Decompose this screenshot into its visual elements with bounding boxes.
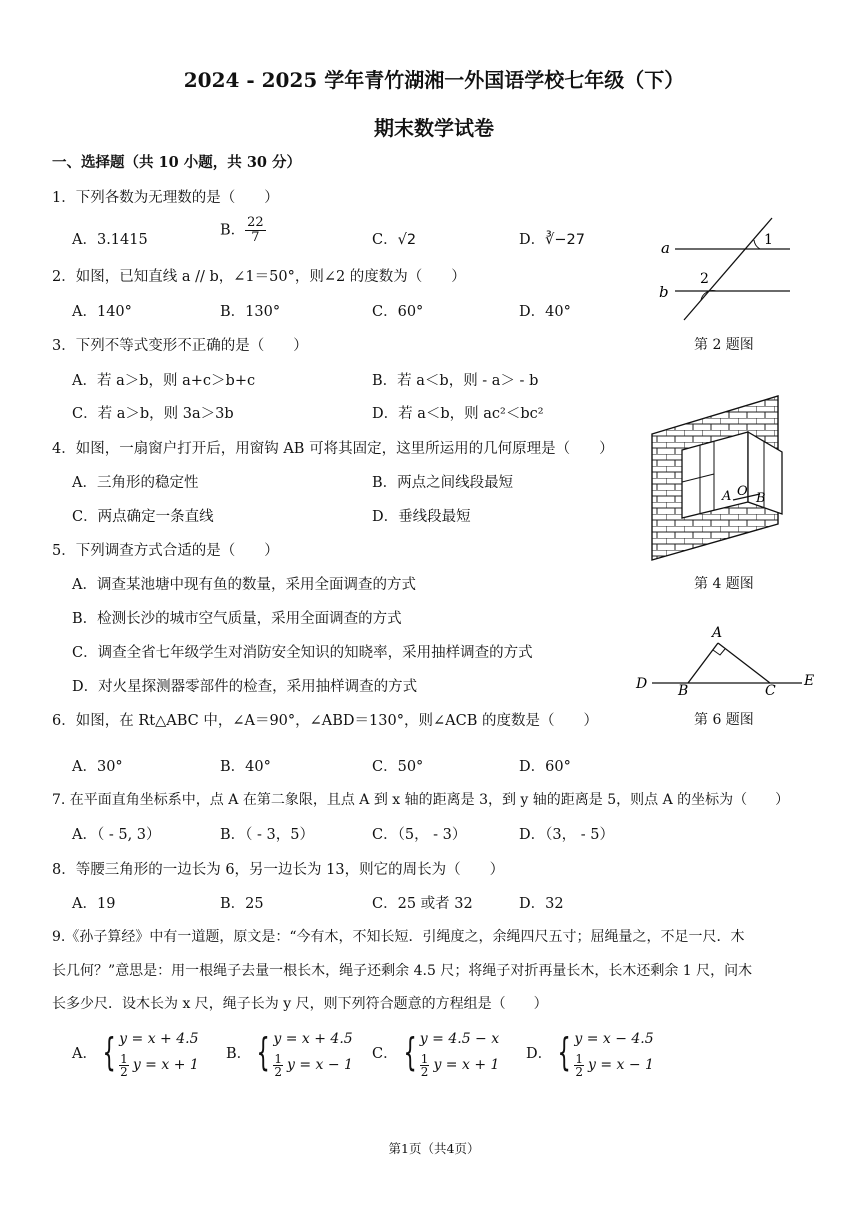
- segment-AC: [718, 643, 770, 683]
- q3-option-d: D．若 a＜b，则 ac²＜bc²: [372, 406, 544, 422]
- question-6: 6．如图，在 Rt△ABC 中，∠A＝90°，∠ABD＝130°，则∠ACB 的度数是（ ）: [52, 713, 598, 729]
- q6-option-c: C．50°: [372, 759, 424, 775]
- q1-option-d: D．∛−27: [519, 232, 585, 248]
- question-4: 4．如图，一扇窗户打开后，用窗钩 AB 可将其固定，这里所运用的几何原理是（ ）: [52, 441, 614, 457]
- q9-option-b: B． { y = x + 4.5 1 2 y = x − 1: [226, 1030, 353, 1079]
- label-E: E: [804, 673, 815, 689]
- figure-2-diagram: [650, 212, 800, 327]
- right-angle-mark: [713, 649, 725, 655]
- q6-option-d: D．60°: [519, 759, 571, 775]
- q9-option-a: A． { y = x + 4.5 1 2 y = x + 1: [72, 1030, 199, 1079]
- brace: {: [256, 1030, 270, 1074]
- q5-option-c: C．调查全省七年级学生对消防安全知识的知晓率，采用抽样调查的方式: [72, 645, 533, 661]
- q7-option-c: C．（5， - 3）: [372, 827, 467, 843]
- q7-option-a: A．（ - 5, 3）: [72, 827, 161, 843]
- label-C: C: [765, 683, 776, 698]
- label-O: O: [737, 484, 748, 499]
- question-8: 8．等腰三角形的一边长为 6，另一边长为 13，则它的周长为（ ）: [52, 862, 505, 878]
- q8-option-a: A．19: [72, 896, 116, 912]
- brace: {: [557, 1030, 571, 1074]
- label-2: 2: [700, 271, 709, 287]
- q8-option-b: B．25: [220, 896, 264, 912]
- q7-option-d: D．（3， - 5）: [519, 827, 614, 843]
- question-7: 7. 在平面直角坐标系中，点 A 在第二象限，且点 A 到 x 轴的距离是 3，到 y 轴的距离是 5，则点 A 的坐标为（ ）: [52, 792, 790, 808]
- q3-option-c: C．若 a＞b，则 3a＞3b: [72, 406, 234, 422]
- label-1: 1: [764, 232, 773, 248]
- question-9-line1: 9.《孙子算经》中有一道题，原文是：“今有木，不知长短．引绳度之，余绳四尺五寸；屈绳量之，不足一尺．木: [52, 929, 745, 945]
- q4-option-c: C．两点确定一条直线: [72, 509, 214, 525]
- figure-6-caption: 第 6 题图: [694, 712, 754, 728]
- label-D: D: [636, 676, 648, 692]
- question-9-line2: 长几何？”意思是：用一根绳子去量一根长木，绳子还剩余 4.5 尺；将绳子对折再量长木，长木还剩余 1 尺，问木: [52, 963, 753, 979]
- q3-option-a: A．若 a＞b，则 a+c＞b+c: [72, 373, 256, 389]
- question-1: 1．下列各数为无理数的是（ ）: [52, 190, 279, 206]
- q9-option-c: C． { y = 4.5 − x 1 2 y = x + 1: [372, 1030, 500, 1079]
- question-5: 5．下列调查方式合适的是（ ）: [52, 543, 279, 559]
- q3-option-b: B．若 a＜b，则 - a＞ - b: [372, 373, 539, 389]
- label-a: a: [661, 239, 670, 257]
- question-2: 2．如图，已知直线 a // b，∠1＝50°，则∠2 的度数为（ ）: [52, 269, 466, 285]
- section-heading: 一、选择题（共 10 小题，共 30 分）: [52, 154, 302, 171]
- q8-option-c: C．25 或者 32: [372, 896, 473, 912]
- angle-1-arc: [754, 240, 760, 249]
- question-9-line3: 长多少尺．设木长为 x 尺，绳子长为 y 尺，则下列符合题意的方程组是（ ）: [52, 996, 548, 1012]
- q4-option-d: D．垂线段最短: [372, 509, 471, 525]
- q6-option-b: B．40°: [220, 759, 271, 775]
- q5-option-b: B．检测长沙的城市空气质量，采用全面调查的方式: [72, 611, 402, 627]
- brace: {: [403, 1030, 417, 1074]
- page-number: 第1页（共4页）: [388, 1141, 480, 1156]
- transversal: [684, 218, 772, 320]
- figure-4-caption: 第 4 题图: [694, 576, 754, 592]
- q4-option-b: B．两点之间线段最短: [372, 475, 514, 491]
- q5-option-a: A．调查某池塘中现有鱼的数量，采用全面调查的方式: [72, 577, 416, 593]
- q1-option-a: A．3.1415: [72, 232, 148, 248]
- q1-option-c: C．√2: [372, 232, 417, 248]
- q1-option-b: B． $\frac{22}{7}$: [220, 215, 264, 245]
- exam-subtitle: 期末数学试卷: [374, 116, 494, 140]
- q5-option-d: D．对火星探测器零部件的检查，采用抽样调查的方式: [72, 679, 418, 695]
- figure-2-caption: 第 2 题图: [694, 337, 754, 353]
- exam-title: 2024 - 2025 学年青竹湖湘一外国语学校七年级（下）: [183, 68, 685, 92]
- fraction: $\frac{22}{7}$: [247, 215, 264, 245]
- segment-AB: [688, 643, 718, 683]
- figure-4-diagram: [648, 394, 786, 562]
- q2-option-c: C．60°: [372, 304, 424, 320]
- label-b: b: [659, 283, 669, 301]
- q4-option-a: A．三角形的稳定性: [72, 475, 199, 491]
- label-B: B: [678, 683, 689, 698]
- brace: {: [102, 1030, 116, 1074]
- figure-6-diagram: [634, 622, 820, 698]
- question-3: 3．下列不等式变形不正确的是（ ）: [52, 338, 308, 354]
- label-B: B: [756, 491, 766, 506]
- q9-option-d: D． { y = x − 4.5 1 2 y = x − 1: [526, 1030, 654, 1079]
- label-A: A: [722, 489, 732, 504]
- q2-option-a: A．140°: [72, 304, 132, 320]
- label-A: A: [712, 625, 723, 641]
- q2-option-b: B．130°: [220, 304, 281, 320]
- q2-option-d: D．40°: [519, 304, 571, 320]
- q7-option-b: B．（ - 3，5）: [220, 827, 314, 843]
- q6-option-a: A．30°: [72, 759, 123, 775]
- q8-option-d: D．32: [519, 896, 564, 912]
